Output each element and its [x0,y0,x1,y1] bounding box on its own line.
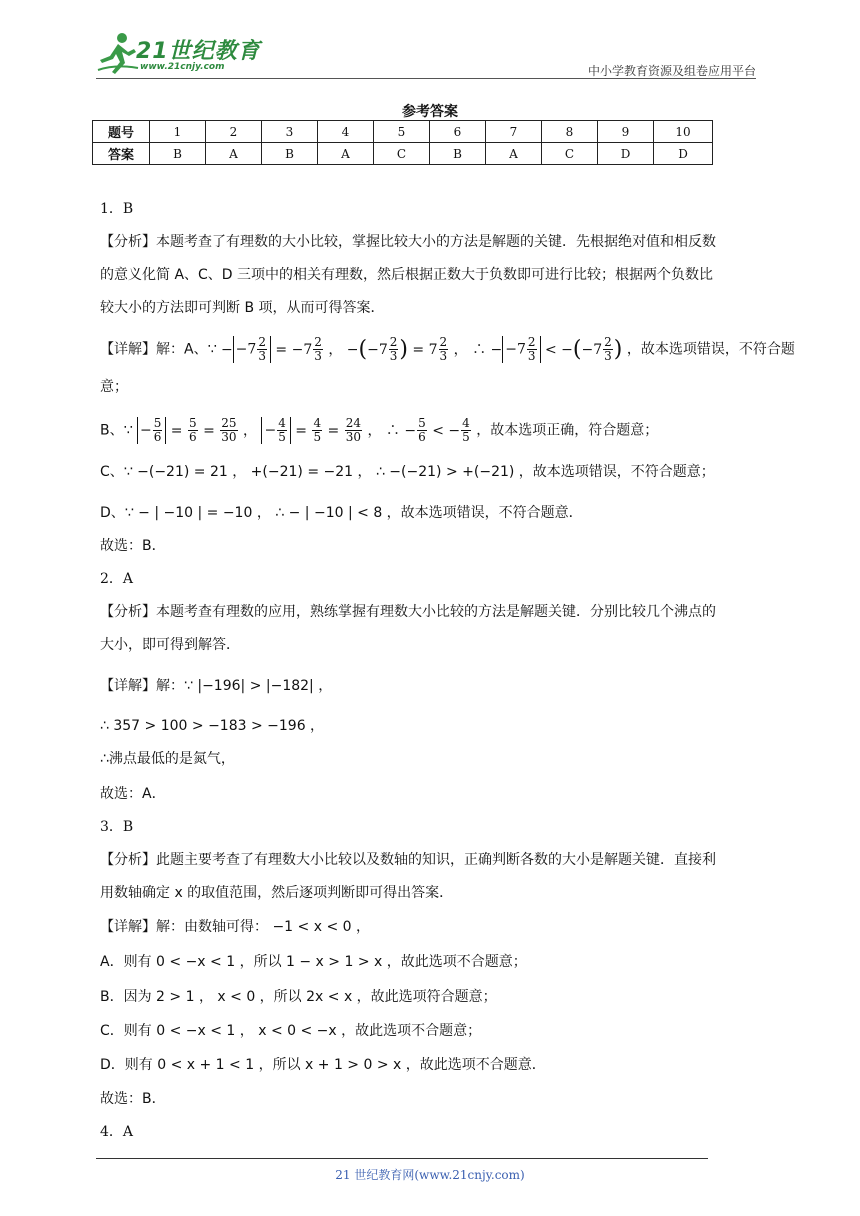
q1-detail-end: 意； [100,379,128,395]
table-cell: 3 [262,121,318,143]
table-cell: A [486,143,542,165]
table-cell: 7 [486,121,542,143]
q1-b-tail: ，故本选项正确，符合题意； [476,422,659,439]
table-cell: 1 [150,121,206,143]
table-cell: C [542,143,598,165]
q3-detail: 【详解】解：由数轴可得： −1 < x < 0 ， [100,919,370,935]
q2-analysis-line: 【分析】本题考查有理数的应用，熟练掌握有理数大小比较的方法是解题关键．分别比较几个沸点的 [100,604,716,620]
table-cell: A [318,143,374,165]
q1-detail-tail: ，故本选项错误，不符合题 [626,341,795,358]
q1-detail-a [100,336,795,363]
table-cell: C [374,143,430,165]
q3-option-c: C．则有 0 < −x < 1 ， x < 0 < −x ，故此选项不合题意； [100,1023,482,1039]
q1-detail-label: 【详解】解：A、∵ [100,341,217,358]
table-cell: 4 [318,121,374,143]
math-expression: − −7 $\frac{2}{3}$ = −7 $\frac{2}{3}$ ， −(−7 $\frac{2}{3}$ ) = 7 $\frac{2}{3}$ ， ∴ − −7 $\frac{2}{3}$ < −(−7 $\frac{2}{3}$ ) [220,335,623,363]
q2-choose: 故选：A． [100,786,166,802]
q3-analysis-line: 【分析】此题主要考查了有理数大小比较以及数轴的知识，正确判断各数的大小是解题关键．直接利 [100,852,716,868]
q3-choose: 故选：B． [100,1091,166,1107]
header-divider [96,78,756,79]
q1-detail-d: D、∵ − | −10 | = −10 ， ∴ − | −10 | < 8 ，故本选项错误，不符合题意． [100,505,583,521]
table-cell: 8 [542,121,598,143]
answer-title: 参考答案 [402,104,458,120]
table-cell: B [150,143,206,165]
runner-logo-icon [96,30,140,76]
q3-heading: 3．B [100,819,134,835]
q1-detail-c: C、∵ −(−21) = 21 ， +(−21) = −21 ， ∴ −(−21) > +(−21) ，故本选项错误，不符合题意； [100,464,715,480]
q3-option-d: D．则有 0 < x + 1 < 1 ，所以 x + 1 > 0 > x ，故此选项不合题意． [100,1057,546,1073]
q3-analysis-line: 用数轴确定 x 的取值范围，然后逐项判断即可得出答案． [100,885,454,901]
table-cell: 9 [598,121,654,143]
q4-heading: 4．A [100,1124,134,1140]
answer-table [92,120,713,165]
table-cell: B [430,143,486,165]
table-cell: D [654,143,713,165]
table-cell: 10 [654,121,713,143]
q1-analysis-line: 【分析】本题考查了有理数的大小比较，掌握比较大小的方法是解题的关键．先根据绝对值和相反数 [100,234,716,250]
footer-divider [96,1158,708,1159]
table-cell: 6 [430,121,486,143]
table-cell: B [262,143,318,165]
table-cell: 2 [206,121,262,143]
row-label-number: 题号 [93,121,150,143]
q1-analysis-line: 的意义化简 A、C、D 三项中的相关有理数，然后根据正数大于负数即可进行比较；根据两个负数比 [100,267,714,283]
table-cell: A [206,143,262,165]
q3-option-a: A．则有 0 < −x < 1 ，所以 1 − x > 1 > x ，故此选项不合题意； [100,954,527,970]
table-row [93,121,713,143]
site-logo [96,30,266,78]
logo-text: 21世纪教育 [136,39,261,64]
q2-heading: 2．A [100,571,134,587]
row-label-answer: 答案 [93,143,150,165]
q1-analysis-line: 较大小的方法即可判断 B 项，从而可得答案． [100,300,385,316]
math-expression: − $\frac{5}{6}$ = $\frac{5}{6}$ = $\frac{25}{30}$ ， − $\frac{4}{5}$ = $\frac{4}{5}$ = $\frac{24}{30}$ ， ∴ − $\frac{5}{6}$ < − $\frac{4}{5}$ [137,423,476,439]
q1-detail-b: B、∵ − $\frac{5}{6}$ = $\frac{5}{6}$ = $\frac{25}{30}$ ， − $\frac{4}{5}$ = $\frac{4}{5}$ = $\frac{24}{30}$ ， ∴ − $\frac{5}{6}$ < − $\frac{4}{5}$ ，故本选项正确，符合题意； [100,416,659,444]
q2-step: ∴ 357 > 100 > −183 > −196 ， [100,718,325,734]
q3-option-b: B．因为 2 > 1 ， x < 0 ，所以 2x < x ，故此选项符合题意； [100,989,497,1005]
q1-choose: 故选：B． [100,538,166,554]
footer-text: 21 世纪教育网(www.21cnjy.com) [335,1168,525,1182]
table-cell: 5 [374,121,430,143]
page-header [96,30,756,80]
table-cell: D [598,143,654,165]
q2-conclusion: ∴沸点最低的是氮气， [100,751,235,767]
logo-url: www.21cnjy.com [140,62,225,72]
platform-name: 中小学教育资源及组卷应用平台 [587,64,756,78]
q1-heading: 1．B [100,201,134,217]
q2-detail: 【详解】解：∵ |−196| > |−182| ， [100,678,333,694]
table-row [93,143,713,165]
q2-analysis-line: 大小，即可得到解答． [100,637,240,653]
